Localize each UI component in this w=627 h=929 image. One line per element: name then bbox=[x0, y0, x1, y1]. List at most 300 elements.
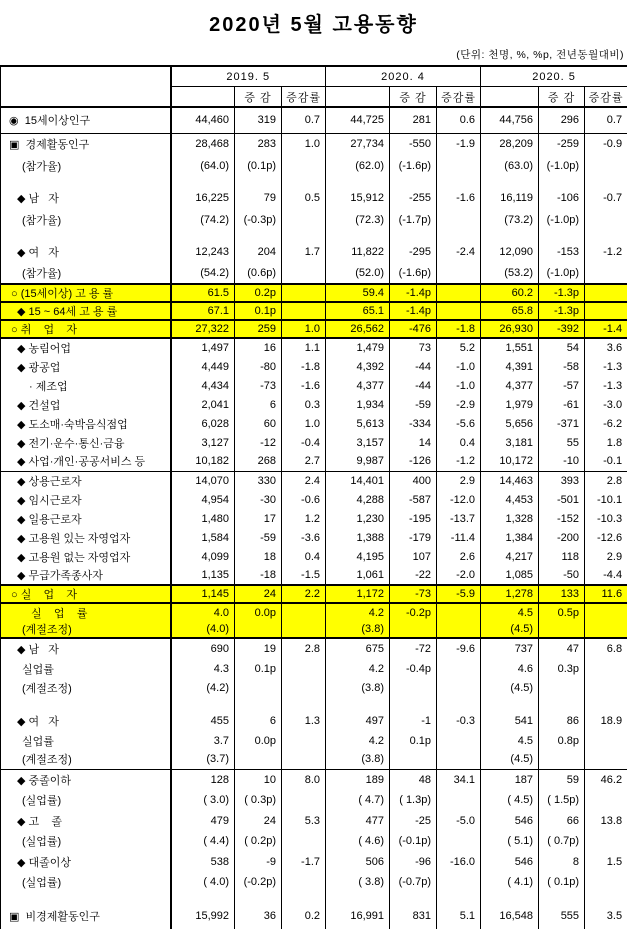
data-cell: 15,912 bbox=[326, 187, 390, 209]
data-cell: 2.8 bbox=[282, 638, 326, 659]
data-cell: -25 bbox=[390, 810, 437, 831]
unemployed-female bbox=[1, 710, 627, 769]
data-cell: -195 bbox=[390, 509, 437, 528]
row-label-cell: ◆ 여 자 bbox=[1, 241, 171, 263]
data-cell: 59.4 bbox=[326, 284, 390, 302]
data-cell: 0.0p bbox=[235, 603, 282, 621]
data-cell: 54 bbox=[539, 338, 585, 357]
data-cell: -550 bbox=[390, 133, 437, 155]
table-row bbox=[1, 302, 627, 320]
data-cell: 319 bbox=[235, 107, 282, 133]
data-cell: -152 bbox=[539, 509, 585, 528]
data-cell: -0.9 bbox=[585, 133, 627, 155]
data-cell: 55 bbox=[539, 433, 585, 452]
data-cell bbox=[326, 697, 390, 710]
data-cell: -80 bbox=[235, 357, 282, 376]
data-cell: ( 0.7p) bbox=[539, 831, 585, 851]
data-cell: 4.5 bbox=[481, 603, 539, 621]
rate-subheader: 증감률 bbox=[585, 87, 627, 108]
data-cell bbox=[390, 176, 437, 187]
data-cell bbox=[282, 263, 326, 284]
data-cell: 479 bbox=[171, 810, 235, 831]
row-label-cell: ◆ 중졸이하 bbox=[1, 769, 171, 790]
data-cell: (64.0) bbox=[171, 155, 235, 176]
data-cell: 1,979 bbox=[481, 395, 539, 414]
data-cell bbox=[585, 284, 627, 302]
data-cell: (4.0) bbox=[171, 621, 235, 638]
table-row bbox=[1, 133, 627, 155]
data-cell: 1,085 bbox=[481, 566, 539, 585]
data-cell: -476 bbox=[390, 320, 437, 338]
data-cell bbox=[539, 697, 585, 710]
data-cell: 4.2 bbox=[326, 603, 390, 621]
data-cell: 47 bbox=[539, 638, 585, 659]
data-cell bbox=[539, 678, 585, 697]
data-cell: 4,099 bbox=[171, 547, 235, 566]
data-cell bbox=[585, 621, 627, 638]
data-cell bbox=[282, 155, 326, 176]
rate-subheader: 증감률 bbox=[437, 87, 481, 108]
data-cell: 14,070 bbox=[171, 471, 235, 490]
period-header-2020-04: 2020. 4 bbox=[326, 66, 481, 87]
table-row bbox=[1, 790, 627, 810]
data-cell: -1.6 bbox=[282, 376, 326, 395]
table-row bbox=[1, 284, 627, 302]
data-cell bbox=[235, 176, 282, 187]
data-cell: -126 bbox=[390, 452, 437, 471]
data-cell bbox=[437, 872, 481, 892]
data-cell bbox=[437, 678, 481, 697]
data-cell: -5.0 bbox=[437, 810, 481, 831]
data-cell bbox=[235, 750, 282, 769]
table-row bbox=[1, 357, 627, 376]
data-cell: 16,225 bbox=[171, 187, 235, 209]
value-subheader bbox=[171, 87, 235, 108]
data-cell: 1.2 bbox=[282, 509, 326, 528]
data-cell bbox=[282, 284, 326, 302]
data-cell: -73 bbox=[390, 585, 437, 603]
data-cell: 1,384 bbox=[481, 528, 539, 547]
row-label-cell: · 제조업 bbox=[1, 376, 171, 395]
data-cell: ( 1.5p) bbox=[539, 790, 585, 810]
data-cell: -259 bbox=[539, 133, 585, 155]
row-label-cell: ▣ 경제활동인구 bbox=[1, 133, 171, 155]
data-cell bbox=[326, 892, 390, 903]
data-cell: ( 0.3p) bbox=[235, 790, 282, 810]
data-cell bbox=[437, 731, 481, 750]
data-cell bbox=[539, 750, 585, 769]
value-subheader bbox=[326, 87, 390, 108]
data-cell: 189 bbox=[326, 769, 390, 790]
data-cell bbox=[326, 230, 390, 241]
data-cell: 6.8 bbox=[585, 638, 627, 659]
data-cell bbox=[585, 831, 627, 851]
data-cell: ( 0.1p) bbox=[539, 872, 585, 892]
employment-table bbox=[0, 65, 627, 929]
data-cell bbox=[585, 302, 627, 320]
data-cell: 0.0p bbox=[235, 731, 282, 750]
table-row bbox=[1, 338, 627, 357]
data-cell: -59 bbox=[235, 528, 282, 547]
table-row bbox=[1, 769, 627, 790]
data-cell: 1.3 bbox=[282, 710, 326, 731]
data-cell: 393 bbox=[539, 471, 585, 490]
data-cell: 1,479 bbox=[326, 338, 390, 357]
data-cell: -371 bbox=[539, 414, 585, 433]
data-cell bbox=[437, 892, 481, 903]
data-cell: -12.0 bbox=[437, 490, 481, 509]
data-cell: (73.2) bbox=[481, 209, 539, 230]
data-cell: 28,209 bbox=[481, 133, 539, 155]
data-cell: -0.4p bbox=[390, 659, 437, 678]
data-cell: 0.6 bbox=[437, 107, 481, 133]
data-cell: 26,562 bbox=[326, 320, 390, 338]
table-row bbox=[1, 209, 627, 230]
data-cell: 44,460 bbox=[171, 107, 235, 133]
value-subheader bbox=[481, 87, 539, 108]
data-cell: 1,278 bbox=[481, 585, 539, 603]
data-cell: -2.9 bbox=[437, 395, 481, 414]
data-cell bbox=[282, 302, 326, 320]
data-cell: 15,992 bbox=[171, 903, 235, 929]
row-label-cell: ◆ 15 ~ 64세 고 용 률 bbox=[1, 302, 171, 320]
data-cell: ( 1.3p) bbox=[390, 790, 437, 810]
data-cell bbox=[235, 697, 282, 710]
data-cell: 133 bbox=[539, 585, 585, 603]
data-cell: 675 bbox=[326, 638, 390, 659]
data-cell: (3.8) bbox=[326, 621, 390, 638]
data-cell bbox=[437, 176, 481, 187]
table-row bbox=[1, 638, 627, 659]
data-cell bbox=[437, 831, 481, 851]
data-cell: -2.4 bbox=[437, 241, 481, 263]
data-cell bbox=[585, 892, 627, 903]
page-title: 2020년 5월 고용동향 bbox=[0, 8, 627, 37]
data-cell: 0.8p bbox=[539, 731, 585, 750]
unit-note: (단위: 천명, %, %p, 전년동월대비) bbox=[0, 47, 627, 62]
spacer-row bbox=[1, 230, 627, 241]
spacer-row bbox=[1, 697, 627, 710]
data-cell: 1.8 bbox=[585, 433, 627, 452]
data-cell: -1.0 bbox=[437, 357, 481, 376]
table-row bbox=[1, 471, 627, 490]
data-cell bbox=[437, 621, 481, 638]
data-cell: 4.5 bbox=[481, 731, 539, 750]
data-cell: 5.3 bbox=[282, 810, 326, 831]
data-cell: 1,480 bbox=[171, 509, 235, 528]
data-cell: 11,822 bbox=[326, 241, 390, 263]
data-cell: 1.1 bbox=[282, 338, 326, 357]
data-cell: 2.8 bbox=[585, 471, 627, 490]
data-cell: 86 bbox=[539, 710, 585, 731]
data-cell: 128 bbox=[171, 769, 235, 790]
row-label-cell: 실업률 bbox=[1, 731, 171, 750]
data-cell bbox=[437, 302, 481, 320]
data-cell: 546 bbox=[481, 851, 539, 872]
data-cell: ( 4.7) bbox=[326, 790, 390, 810]
data-cell: -1.8 bbox=[282, 357, 326, 376]
data-cell: 4,954 bbox=[171, 490, 235, 509]
data-cell: 67.1 bbox=[171, 302, 235, 320]
data-cell: 10 bbox=[235, 769, 282, 790]
row-label-cell: (계절조정) bbox=[1, 621, 171, 638]
data-cell: 1.0 bbox=[282, 320, 326, 338]
data-cell bbox=[585, 155, 627, 176]
data-cell: 16 bbox=[235, 338, 282, 357]
row-label-cell: (참가율) bbox=[1, 263, 171, 284]
data-cell: (-0.1p) bbox=[390, 831, 437, 851]
data-cell: 506 bbox=[326, 851, 390, 872]
data-cell: -0.4 bbox=[282, 433, 326, 452]
data-cell: -4.4 bbox=[585, 566, 627, 585]
data-cell bbox=[390, 621, 437, 638]
data-cell bbox=[585, 603, 627, 621]
data-cell: 2,041 bbox=[171, 395, 235, 414]
data-cell: (0.1p) bbox=[235, 155, 282, 176]
row-label-cell: ◆ 전기·운수·통신·금융 bbox=[1, 433, 171, 452]
data-cell: -106 bbox=[539, 187, 585, 209]
data-cell: 690 bbox=[171, 638, 235, 659]
row-label-cell: ◆ 일용근로자 bbox=[1, 509, 171, 528]
data-cell: -587 bbox=[390, 490, 437, 509]
data-cell: -3.0 bbox=[585, 395, 627, 414]
data-cell: 28,468 bbox=[171, 133, 235, 155]
data-cell: 36 bbox=[235, 903, 282, 929]
data-cell: 1,135 bbox=[171, 566, 235, 585]
data-cell: 541 bbox=[481, 710, 539, 731]
data-cell: 3.6 bbox=[585, 338, 627, 357]
data-cell: 0.2 bbox=[282, 903, 326, 929]
table-row bbox=[1, 872, 627, 892]
row-label-cell: 실업률 bbox=[1, 659, 171, 678]
row-label-cell bbox=[1, 892, 171, 903]
data-cell: -0.1 bbox=[585, 452, 627, 471]
data-cell: 455 bbox=[171, 710, 235, 731]
data-cell: 283 bbox=[235, 133, 282, 155]
data-cell: 0.4 bbox=[282, 547, 326, 566]
data-cell: ( 0.2p) bbox=[235, 831, 282, 851]
row-label-cell: ○ (15세이상) 고 용 률 bbox=[1, 284, 171, 302]
table-row bbox=[1, 414, 627, 433]
data-cell: 4.6 bbox=[481, 659, 539, 678]
row-label-cell: ◆ 광공업 bbox=[1, 357, 171, 376]
table-row bbox=[1, 241, 627, 263]
row-label-cell: (계절조정) bbox=[1, 750, 171, 769]
data-cell bbox=[282, 678, 326, 697]
diff-subheader: 증 감 bbox=[539, 87, 585, 108]
data-cell: 60.2 bbox=[481, 284, 539, 302]
row-label-cell: (실업률) bbox=[1, 831, 171, 851]
data-cell bbox=[390, 678, 437, 697]
data-cell: -200 bbox=[539, 528, 585, 547]
row-label-cell: ◆ 농림어업 bbox=[1, 338, 171, 357]
data-cell: (-0.2p) bbox=[235, 872, 282, 892]
row-label-cell: ◆ 사업·개인·공공서비스 등 bbox=[1, 452, 171, 471]
data-cell: 187 bbox=[481, 769, 539, 790]
table-row bbox=[1, 903, 627, 929]
data-cell: 4.2 bbox=[326, 659, 390, 678]
economically-inactive bbox=[1, 903, 627, 929]
data-cell bbox=[282, 731, 326, 750]
data-cell: 546 bbox=[481, 810, 539, 831]
data-cell: 4.2 bbox=[326, 731, 390, 750]
data-cell: 3.7 bbox=[171, 731, 235, 750]
period-header-2019-05: 2019. 5 bbox=[171, 66, 326, 87]
data-cell: 0.7 bbox=[585, 107, 627, 133]
data-cell bbox=[585, 678, 627, 697]
data-cell: 2.9 bbox=[437, 471, 481, 490]
data-cell bbox=[437, 659, 481, 678]
data-cell: 46.2 bbox=[585, 769, 627, 790]
data-cell: 2.6 bbox=[437, 547, 481, 566]
data-cell bbox=[437, 155, 481, 176]
data-cell bbox=[481, 176, 539, 187]
data-cell: -18 bbox=[235, 566, 282, 585]
data-cell: 4,217 bbox=[481, 547, 539, 566]
data-cell: -1.4p bbox=[390, 302, 437, 320]
data-cell: -0.2p bbox=[390, 603, 437, 621]
row-label-cell: (참가율) bbox=[1, 209, 171, 230]
table-row bbox=[1, 750, 627, 769]
table-row bbox=[1, 187, 627, 209]
data-cell: 8 bbox=[539, 851, 585, 872]
data-cell: 16,548 bbox=[481, 903, 539, 929]
data-cell: 555 bbox=[539, 903, 585, 929]
table-row bbox=[1, 547, 627, 566]
data-cell: -9 bbox=[235, 851, 282, 872]
data-cell bbox=[585, 872, 627, 892]
rate-subheader: 증감률 bbox=[282, 87, 326, 108]
data-cell: -1.7 bbox=[282, 851, 326, 872]
data-cell: 18 bbox=[235, 547, 282, 566]
data-cell: -1.2 bbox=[585, 241, 627, 263]
table-row bbox=[1, 678, 627, 697]
data-cell bbox=[390, 892, 437, 903]
data-cell: 11.6 bbox=[585, 585, 627, 603]
data-cell: 0.1p bbox=[390, 731, 437, 750]
data-cell: 1,551 bbox=[481, 338, 539, 357]
data-cell: (-1.6p) bbox=[390, 263, 437, 284]
data-cell: 3,127 bbox=[171, 433, 235, 452]
data-cell: ( 4.0) bbox=[171, 872, 235, 892]
data-cell: 477 bbox=[326, 810, 390, 831]
data-cell: -1.4 bbox=[585, 320, 627, 338]
data-cell: 0.3 bbox=[282, 395, 326, 414]
data-cell: ( 4.5) bbox=[481, 790, 539, 810]
table-row bbox=[1, 710, 627, 731]
spacer-row bbox=[1, 892, 627, 903]
table-row bbox=[1, 376, 627, 395]
row-label-cell: (실업률) bbox=[1, 790, 171, 810]
data-cell: 0.4 bbox=[437, 433, 481, 452]
data-cell bbox=[585, 750, 627, 769]
data-cell bbox=[282, 872, 326, 892]
data-cell: 6 bbox=[235, 710, 282, 731]
employed-by-status bbox=[1, 471, 627, 585]
data-cell: 281 bbox=[390, 107, 437, 133]
data-cell: ( 4.4) bbox=[171, 831, 235, 851]
data-cell: (-1.0p) bbox=[539, 263, 585, 284]
row-label-cell: ◆ 고용원 없는 자영업자 bbox=[1, 547, 171, 566]
data-cell: (52.0) bbox=[326, 263, 390, 284]
data-cell bbox=[437, 697, 481, 710]
data-cell: (4.5) bbox=[481, 678, 539, 697]
data-cell: 2.4 bbox=[282, 471, 326, 490]
data-cell: -12 bbox=[235, 433, 282, 452]
data-cell: 10,182 bbox=[171, 452, 235, 471]
data-cell: -10 bbox=[539, 452, 585, 471]
table-row bbox=[1, 566, 627, 585]
data-cell: -5.6 bbox=[437, 414, 481, 433]
data-cell: -1.8 bbox=[437, 320, 481, 338]
data-cell: 79 bbox=[235, 187, 282, 209]
data-cell: 4,377 bbox=[326, 376, 390, 395]
data-cell: 5.1 bbox=[437, 903, 481, 929]
data-cell: 16,119 bbox=[481, 187, 539, 209]
data-cell: ( 3.0) bbox=[171, 790, 235, 810]
data-cell: -1 bbox=[390, 710, 437, 731]
data-cell bbox=[282, 603, 326, 621]
data-cell: -334 bbox=[390, 414, 437, 433]
data-cell bbox=[585, 176, 627, 187]
table-row bbox=[1, 659, 627, 678]
data-cell: -50 bbox=[539, 566, 585, 585]
data-cell: 26,930 bbox=[481, 320, 539, 338]
table-row bbox=[1, 395, 627, 414]
table-row bbox=[1, 851, 627, 872]
data-cell: -392 bbox=[539, 320, 585, 338]
data-cell bbox=[171, 892, 235, 903]
data-cell: (54.2) bbox=[171, 263, 235, 284]
data-cell: 19 bbox=[235, 638, 282, 659]
data-cell: 1,328 bbox=[481, 509, 539, 528]
data-cell: 9,987 bbox=[326, 452, 390, 471]
data-cell: 10,172 bbox=[481, 452, 539, 471]
data-cell: -255 bbox=[390, 187, 437, 209]
data-cell: 5,613 bbox=[326, 414, 390, 433]
data-cell: (4.2) bbox=[171, 678, 235, 697]
data-cell bbox=[390, 750, 437, 769]
data-cell: 44,756 bbox=[481, 107, 539, 133]
data-cell: 1,145 bbox=[171, 585, 235, 603]
data-cell bbox=[235, 678, 282, 697]
data-cell: 2.9 bbox=[585, 547, 627, 566]
data-cell bbox=[235, 621, 282, 638]
data-cell: -179 bbox=[390, 528, 437, 547]
row-label-cell: ◉ 15세이상인구 bbox=[1, 107, 171, 133]
data-cell: 3,157 bbox=[326, 433, 390, 452]
table-row bbox=[1, 731, 627, 750]
data-cell: -0.7 bbox=[585, 187, 627, 209]
data-cell: -30 bbox=[235, 490, 282, 509]
row-label-cell: ◆ 도소매·숙박음식점업 bbox=[1, 414, 171, 433]
data-cell: 60 bbox=[235, 414, 282, 433]
data-cell: (4.5) bbox=[481, 750, 539, 769]
data-cell: 65.1 bbox=[326, 302, 390, 320]
data-cell: 330 bbox=[235, 471, 282, 490]
data-cell bbox=[481, 892, 539, 903]
row-label-cell: ◆ 임시근로자 bbox=[1, 490, 171, 509]
data-cell bbox=[282, 790, 326, 810]
data-cell bbox=[585, 659, 627, 678]
data-cell: 4,377 bbox=[481, 376, 539, 395]
data-cell: 4,195 bbox=[326, 547, 390, 566]
data-cell: -1.0 bbox=[437, 376, 481, 395]
data-cell: 4,453 bbox=[481, 490, 539, 509]
data-cell: 268 bbox=[235, 452, 282, 471]
data-cell: 3.5 bbox=[585, 903, 627, 929]
row-label-cell: ◆ 상용근로자 bbox=[1, 471, 171, 490]
